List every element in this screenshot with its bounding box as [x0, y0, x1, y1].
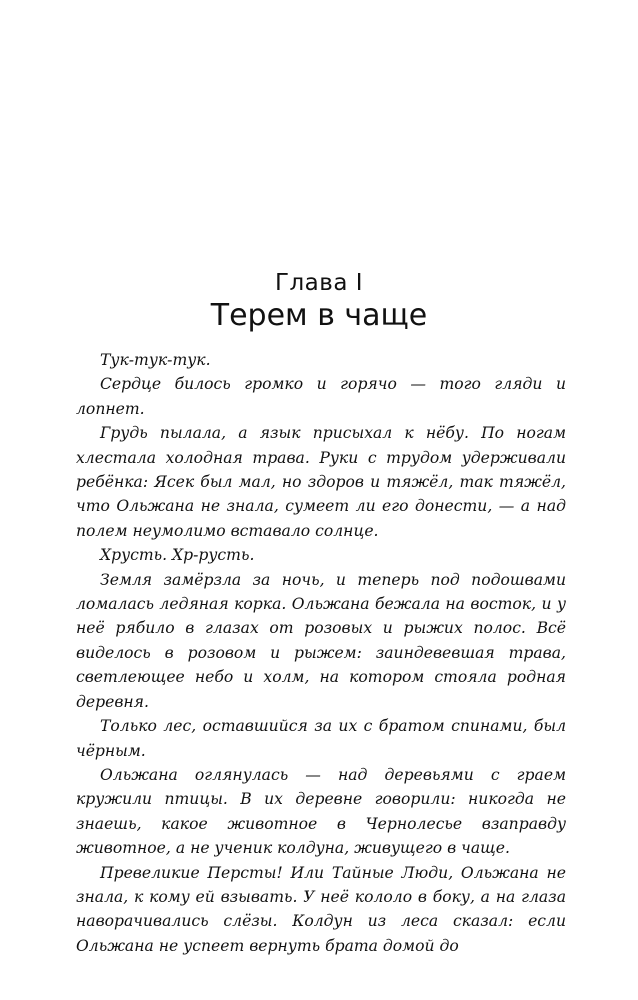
- paragraph-8: Превеликие Персты! Или Тайные Люди, Ольжана не знала, к кому ей взывать. У неё кололо в боку, а на глаза наворачивались слёзы. Колдун из леса сказал: если Ольжана не успеет вернуть брата домой до: [76, 863, 566, 955]
- paragraph-6: Только лес, оставшийся за их с братом спинами, был чёрным.: [76, 717, 566, 760]
- paragraph-4: Хрусть. Хр-русть.: [100, 546, 255, 565]
- paragraph-3: Грудь пылала, а язык присыхал к нёбу. По ногам хлестала холодная трава. Руки с трудом удерживали ребёнка: Ясек был мал, но здоров и тяжёл, так тяжёл, что Ольжана не знала, сумеет ли его донести, — а над полем неумолимо вставало солнце.: [76, 424, 566, 540]
- paragraph-2: Сердце билось громко и горячо — того гляди и лопнет.: [76, 375, 566, 418]
- chapter-body: [76, 348, 566, 958]
- chapter-label: Глава I: [274, 270, 364, 296]
- paragraph-1: Тук-тук-тук.: [100, 351, 211, 369]
- chapter-title: Терем в чаще: [210, 298, 428, 333]
- paragraph-5: Земля замёрзла за ночь, и теперь под подошвами ломалась ледяная корка. Ольжана бежала на восток, и у неё рябило в глазах от розовых и рыжих полос. Всё виделось в розовом и рыжем: заиндевевшая трава, светлеющее небо и холм, на котором стояла родная деревня.: [76, 570, 566, 711]
- paragraph-7: Ольжана оглянулась — над деревьями с граем кружили птицы. В их деревне говорили: никогда не знаешь, какое животное в Чернолесье взаправду животное, а не ученик колдуна, живущего в чаще.: [76, 765, 566, 858]
